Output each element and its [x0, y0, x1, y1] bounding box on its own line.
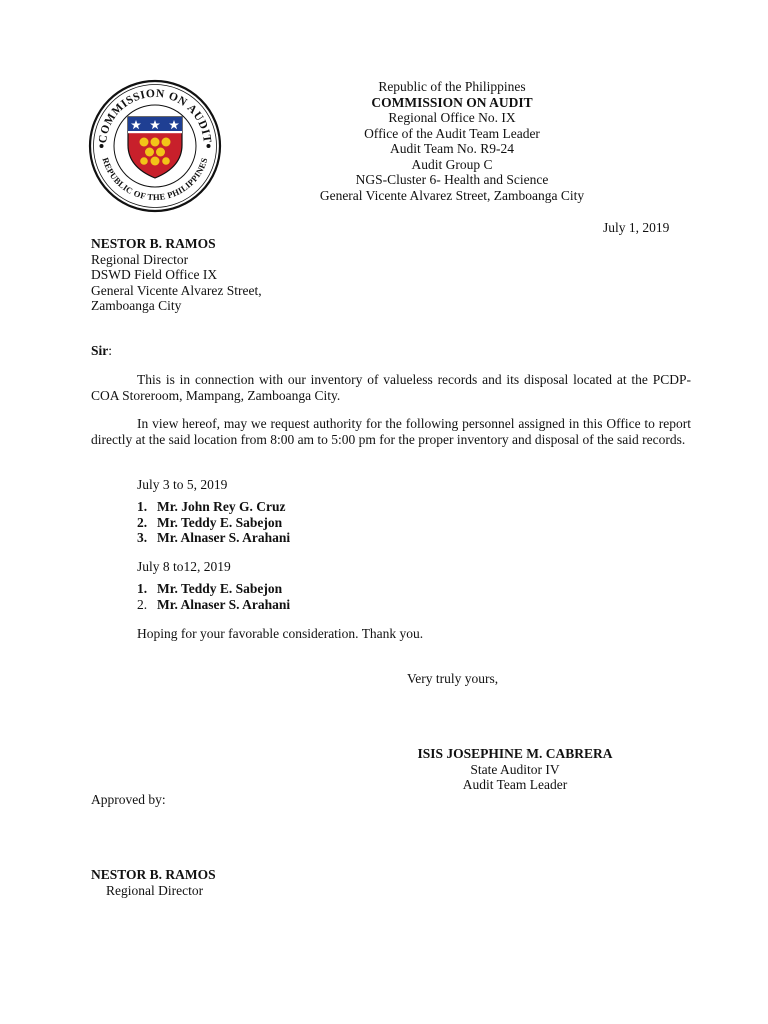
closing-line: Hoping for your favorable consideration. Thank you. — [137, 626, 424, 641]
letterhead-audit-team: Audit Team No. R9-24 — [389, 141, 515, 156]
approver-title: Regional Director — [106, 883, 204, 898]
body-paragraph-1 — [91, 372, 691, 403]
personnel-name: Mr. John Rey G. Cruz — [157, 499, 286, 514]
letterhead-regional-office: Regional Office No. IX — [388, 110, 516, 125]
list-item — [137, 597, 290, 613]
schedule-2-dates: July 8 to12, 2019 — [137, 559, 231, 574]
approver-name: NESTOR B. RAMOS — [91, 867, 216, 882]
letterhead-cluster: NGS-Cluster 6- Health and Science — [355, 172, 549, 187]
signatory-name: ISIS JOSEPHINE M. CABRERA — [417, 746, 613, 761]
signatory-title: State Auditor IV — [470, 761, 560, 777]
list-number: 2. — [137, 514, 148, 530]
list-item — [137, 499, 290, 515]
list-number: 1. — [137, 499, 148, 514]
paragraph-1-text: This is in connection with our inventory of valueless records and its disposal located at the PCDP-COA Storeroom, Mampang, Zamboanga City. — [91, 372, 691, 403]
list-number: 1. — [137, 581, 148, 596]
list-item — [137, 581, 290, 597]
addressee-block — [91, 236, 262, 314]
salutation — [91, 343, 112, 359]
letterhead — [306, 79, 598, 203]
personnel-name: Mr. Teddy E. Sabejon — [157, 514, 283, 530]
list-number: 3. — [137, 530, 148, 545]
addressee-street: General Vicente Alvarez Street, — [91, 282, 262, 298]
list-item — [137, 515, 290, 531]
letterhead-address: General Vicente Alvarez Street, Zamboanga City — [319, 187, 585, 203]
addressee-city: Zamboanga City — [91, 298, 182, 313]
personnel-name: Mr. Alnaser S. Arahani — [157, 596, 291, 612]
letterhead-country: Republic of the Philippines — [378, 79, 526, 94]
letterhead-agency: COMMISSION ON AUDIT — [371, 94, 533, 110]
signatory-block — [400, 746, 630, 793]
letterhead-office: Office of the Audit Team Leader — [364, 125, 540, 141]
schedule-2-personnel-list — [137, 581, 290, 612]
salutation-word: Sir — [91, 343, 109, 358]
personnel-name: Mr. Alnaser S. Arahani — [157, 530, 291, 545]
addressee-title: Regional Director — [91, 251, 189, 267]
approval-label: Approved by: — [91, 792, 166, 807]
seal-ring-bottom-text: REPUBLIC OF THE PHILIPPINES — [100, 156, 210, 203]
personnel-name: Mr. Teddy E. Sabejon — [157, 581, 283, 596]
commission-on-audit-seal — [88, 79, 222, 213]
addressee-name: NESTOR B. RAMOS — [91, 236, 216, 251]
addressee-office: DSWD Field Office IX — [91, 267, 218, 282]
list-item — [137, 530, 290, 546]
signatory-role: Audit Team Leader — [462, 777, 568, 792]
complimentary-close: Very truly yours, — [407, 671, 499, 686]
letter-date: July 1, 2019 — [603, 220, 670, 235]
body-paragraph-2 — [91, 416, 691, 447]
letterhead-audit-group: Audit Group C — [411, 156, 493, 172]
list-number: 2. — [137, 596, 148, 612]
seal-ring-top-text: COMMISSION ON AUDIT — [96, 87, 214, 145]
schedule-1-dates: July 3 to 5, 2019 — [137, 477, 228, 492]
salutation-punct: : — [108, 343, 113, 358]
schedule-1-personnel-list — [137, 499, 290, 546]
paragraph-2-text: In view hereof, may we request authority for the following personnel assigned in this Office to report directly at the said location from 8:00 am to 5:00 pm for the proper inventory and disposal of the said records. — [91, 416, 691, 447]
